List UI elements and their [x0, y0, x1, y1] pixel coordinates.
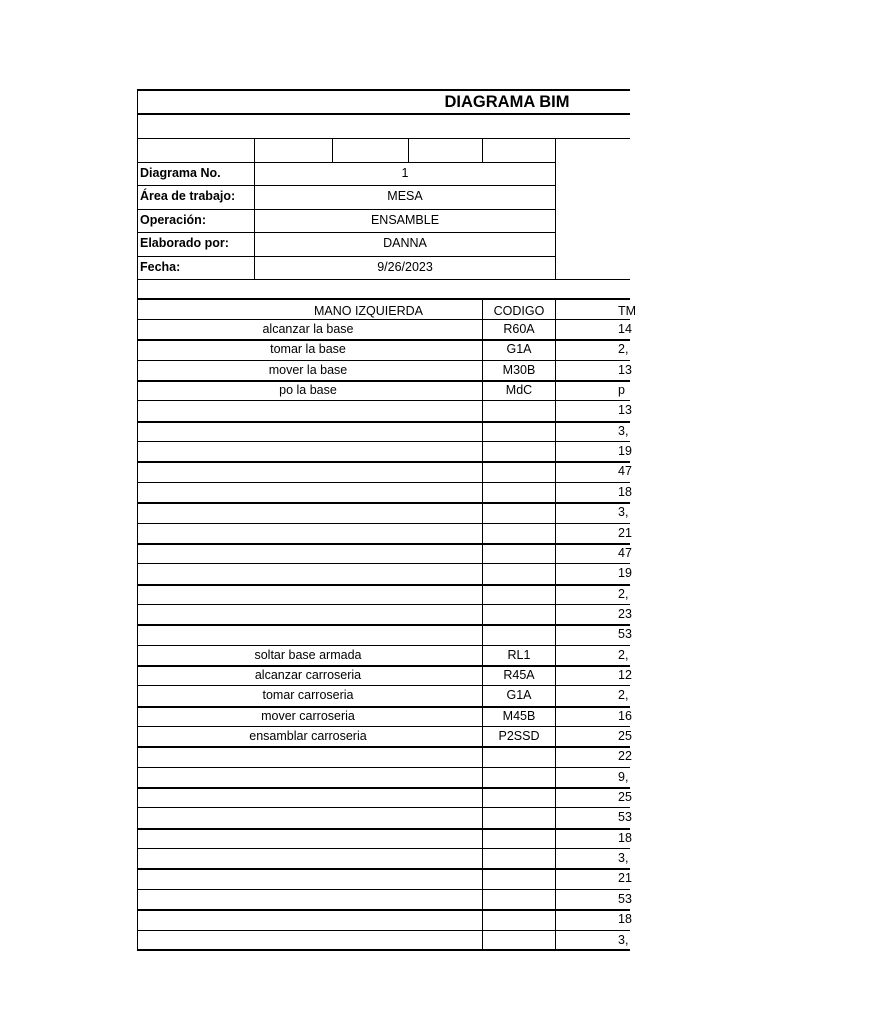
row-tmu: 16 [618, 709, 632, 723]
row-description: mover la base [268, 363, 348, 377]
table-row-rule [137, 787, 630, 789]
code-col-right [555, 298, 556, 951]
table-row-rule [137, 502, 630, 504]
info-label: Operación: [140, 213, 206, 227]
row-tmu: 53 [618, 892, 632, 906]
row-tmu: p [618, 383, 625, 397]
row-tmu: 47 [618, 546, 632, 560]
table-row-rule [137, 909, 630, 911]
info-label: Fecha: [140, 260, 181, 274]
row-tmu: 25 [618, 790, 632, 804]
row-code: R45A [503, 668, 535, 682]
row-tmu: 18 [618, 831, 632, 845]
row-tmu: 13 [618, 403, 632, 417]
info-value: ENSAMBLE [370, 213, 440, 227]
table-row-rule [137, 563, 630, 564]
row-code: MdC [505, 383, 533, 397]
border-top [137, 89, 630, 91]
table-row-rule [137, 848, 630, 849]
info-value: 9/26/2023 [377, 260, 433, 274]
info-label: Diagrama No. [140, 166, 221, 180]
row-description: soltar base armada [254, 648, 362, 662]
row-code: G1A [506, 342, 532, 356]
row-description: alcanzar carroseria [254, 668, 362, 682]
table-row-rule [137, 746, 630, 748]
info-bottom-rule [137, 279, 630, 280]
title-rule [137, 113, 630, 115]
row-tmu: 25 [618, 729, 632, 743]
table-row-rule [137, 767, 630, 768]
border-left [137, 89, 138, 951]
row-tmu: 23 [618, 607, 632, 621]
row-description: ensamblar carroseria [249, 729, 367, 743]
table-row-rule [137, 604, 630, 605]
code-col-left [482, 298, 483, 951]
row-description: tomar la base [270, 342, 346, 356]
table-row-rule [137, 421, 630, 423]
border-bottom [137, 949, 630, 951]
table-row-rule [137, 400, 630, 401]
worksheet [137, 89, 637, 951]
row-tmu: 3, [618, 933, 629, 947]
row-tmu: 19 [618, 566, 632, 580]
header-left-hand: MANO IZQUIERDA [313, 304, 424, 318]
row-tmu: 19 [618, 444, 632, 458]
row-tmu: 2, [618, 342, 629, 356]
row-code: G1A [506, 688, 532, 702]
row-tmu: 2, [618, 587, 629, 601]
table-row-rule [137, 868, 630, 870]
row-code: R60A [503, 322, 535, 336]
info-value: DANNA [383, 236, 427, 250]
row-tmu: 21 [618, 871, 632, 885]
row-tmu: 18 [618, 485, 632, 499]
info-value: 1 [401, 166, 409, 180]
row-tmu: 3, [618, 505, 629, 519]
row-tmu: 2, [618, 688, 629, 702]
table-row-rule [137, 584, 630, 586]
row-tmu: 21 [618, 526, 632, 540]
table-row-rule [137, 543, 630, 545]
table-row-rule [137, 523, 630, 524]
table-row-rule [137, 828, 630, 830]
table-row-rule [137, 482, 630, 483]
col-divider [482, 138, 483, 162]
info-right-divider [555, 138, 556, 279]
row-rule [137, 138, 630, 139]
col-divider [332, 138, 333, 162]
row-tmu: 9, [618, 770, 629, 784]
info-label: Elaborado por: [140, 236, 229, 250]
table-top-rule [137, 298, 630, 300]
row-description: tomar carroseria [262, 688, 354, 702]
row-code: M30B [502, 363, 536, 377]
row-tmu: 13 [618, 363, 632, 377]
col-divider [408, 138, 409, 162]
row-tmu: 12 [618, 668, 632, 682]
row-tmu: 3, [618, 424, 629, 438]
table-row-rule [137, 889, 630, 890]
row-tmu: 53 [618, 627, 632, 641]
info-label-divider [254, 138, 255, 279]
row-tmu: 18 [618, 912, 632, 926]
row-tmu: 2, [618, 648, 629, 662]
row-tmu: 3, [618, 851, 629, 865]
table-row-rule [137, 441, 630, 442]
row-code: P2SSD [498, 729, 540, 743]
table-row-rule [137, 461, 630, 463]
row-code: RL1 [507, 648, 531, 662]
row-tmu: 22 [618, 749, 632, 763]
table-row-rule [137, 930, 630, 931]
row-description: po la base [279, 383, 337, 397]
table-row-rule [137, 807, 630, 808]
row-description: mover carroseria [261, 709, 355, 723]
info-label: Área de trabajo: [140, 189, 236, 203]
info-value: MESA [387, 189, 423, 203]
table-row-rule [137, 624, 630, 626]
row-code: M45B [502, 709, 536, 723]
row-tmu: 53 [618, 810, 632, 824]
header-tmu: TM [618, 304, 637, 318]
page-title: DIAGRAMA BIM [444, 93, 570, 111]
row-tmu: 47 [618, 464, 632, 478]
row-tmu: 14 [618, 322, 632, 336]
row-description: alcanzar la base [262, 322, 354, 336]
header-code: CODIGO [493, 304, 545, 318]
